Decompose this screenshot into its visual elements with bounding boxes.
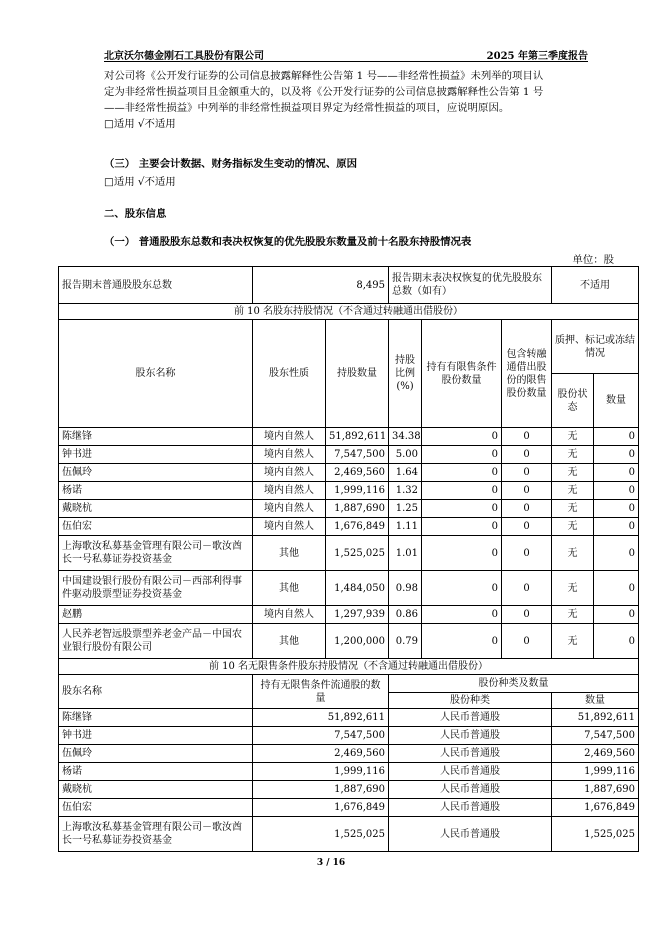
table-row (59, 500, 639, 518)
header-ratio: 持股比例(%) (389, 320, 422, 428)
intro-line-2: 定为非经常性损益项目且金额重大的，以及将《公开发行证券的公司信息披露解释性公告第 1 号 (104, 86, 544, 98)
table-row (59, 763, 639, 781)
page-number: 3 / 16 (316, 858, 346, 868)
unrestricted-holder-kind: 人民币普通股 (389, 727, 552, 745)
holder-pledge-status: 无 (552, 482, 594, 500)
holder-name: 人民养老智远股票型养老金产品－中国农业银行股份有限公司 (59, 624, 253, 659)
header-name: 股东名称 (59, 320, 253, 428)
holder-pledge-status: 无 (552, 536, 594, 571)
unrestricted-header-row-1 (59, 675, 639, 693)
holder-lending: 0 (502, 536, 552, 571)
holder-pledge-status: 无 (552, 606, 594, 624)
header-nature: 股东性质 (253, 320, 326, 428)
table-row (59, 709, 639, 727)
intro-line-1: 对公司将《公开发行证券的公司信息披露解释性公告第 1 号——非经常性损益》未列举的项目认 (104, 70, 544, 82)
holder-shares: 1,297,939 (326, 606, 389, 624)
holder-shares: 1,999,116 (326, 482, 389, 500)
holder-pledge-qty: 0 (594, 518, 639, 536)
holder-pledge-qty: 0 (594, 606, 639, 624)
holder-restricted: 0 (422, 606, 502, 624)
table-row (59, 428, 639, 446)
header-restricted: 持有有限售条件股份数量 (422, 320, 502, 428)
holder-restricted: 0 (422, 571, 502, 606)
holder-name: 杨诺 (59, 482, 253, 500)
unrestricted-holder-name: 伍伯宏 (59, 799, 253, 817)
holder-pledge-qty: 0 (594, 536, 639, 571)
unrestricted-holder-name: 戴晓杭 (59, 781, 253, 799)
unrestricted-header-qty: 持有无限售条件流通股的数量 (253, 675, 389, 709)
holder-name: 上海歌汝私募基金管理有限公司－歌汝酋长一号私募证券投资基金 (59, 536, 253, 571)
holder-pledge-qty: 0 (594, 624, 639, 659)
holder-name: 伍佩玲 (59, 464, 253, 482)
holder-lending: 0 (502, 446, 552, 464)
unrestricted-holder-name: 钟书进 (59, 727, 253, 745)
holder-pledge-status: 无 (552, 446, 594, 464)
unrestricted-holder-qty: 7,547,500 (253, 727, 389, 745)
holder-pledge-status: 无 (552, 571, 594, 606)
holder-nature: 境内自然人 (253, 606, 326, 624)
top10-section-title: 前 10 名股东持股情况（不含通过转融通出借股份） (59, 304, 639, 320)
page-header (104, 47, 588, 62)
holder-shares: 1,676,849 (326, 518, 389, 536)
holder-shares: 1,525,025 (326, 536, 389, 571)
holder-pledge-qty: 0 (594, 464, 639, 482)
section-3-title: （三） 主要会计数据、财务指标发生变动的情况、原因 (104, 158, 357, 170)
table-row (59, 727, 639, 745)
holder-pledge-qty: 0 (594, 500, 639, 518)
holder-pledge-status: 无 (552, 428, 594, 446)
pref-holders-value: 不适用 (552, 267, 639, 304)
holder-shares: 7,547,500 (326, 446, 389, 464)
holder-name: 陈继锋 (59, 428, 253, 446)
table-row (59, 624, 639, 659)
holder-nature: 境内自然人 (253, 482, 326, 500)
holder-ratio: 1.01 (389, 536, 422, 571)
unrestricted-holder-kind-qty: 1,999,116 (552, 763, 639, 781)
section-3-option: □适用 √不适用 (104, 176, 176, 188)
header-pledge-qty: 数量 (594, 374, 639, 428)
holder-ratio: 0.98 (389, 571, 422, 606)
table-row (59, 518, 639, 536)
holder-restricted: 0 (422, 428, 502, 446)
table-row (59, 464, 639, 482)
unrestricted-section-row (59, 659, 639, 675)
unrestricted-holder-kind-qty: 1,887,690 (552, 781, 639, 799)
table-row (59, 536, 639, 571)
unrestricted-holder-qty: 1,676,849 (253, 799, 389, 817)
holder-name: 戴晓杭 (59, 500, 253, 518)
holder-pledge-status: 无 (552, 500, 594, 518)
header-pledge-status: 股份状态 (552, 374, 594, 428)
company-name: 北京沃尔德金刚石工具股份有限公司 (104, 51, 264, 62)
unrestricted-header-kind: 股份种类 (389, 693, 552, 709)
table-row (59, 606, 639, 624)
holder-restricted: 0 (422, 482, 502, 500)
holder-shares: 2,469,560 (326, 464, 389, 482)
unrestricted-holder-kind: 人民币普通股 (389, 745, 552, 763)
holder-lending: 0 (502, 428, 552, 446)
holder-restricted: 0 (422, 518, 502, 536)
holder-shares: 1,484,050 (326, 571, 389, 606)
unrestricted-holder-qty: 1,999,116 (253, 763, 389, 781)
top10-header-row-1 (59, 320, 639, 374)
holder-shares: 51,892,611 (326, 428, 389, 446)
table-row (59, 817, 639, 852)
summary-row (59, 267, 639, 304)
holder-ratio: 0.86 (389, 606, 422, 624)
unrestricted-header-kind-group: 股份种类及数量 (389, 675, 639, 693)
table-row (59, 781, 639, 799)
holder-restricted: 0 (422, 446, 502, 464)
unrestricted-holder-name: 上海歌汝私募基金管理有限公司－歌汝酋长一号私募证券投资基金 (59, 817, 253, 852)
holder-restricted: 0 (422, 536, 502, 571)
unrestricted-section-title: 前 10 名无限售条件股东持股情况（不含通过转融通出借股份） (59, 659, 639, 675)
holder-lending: 0 (502, 464, 552, 482)
holder-pledge-status: 无 (552, 464, 594, 482)
unrestricted-holder-kind-qty: 1,525,025 (552, 817, 639, 852)
header-shares: 持股数量 (326, 320, 389, 428)
holder-name: 赵鹏 (59, 606, 253, 624)
holder-ratio: 5.00 (389, 446, 422, 464)
unrestricted-header-name: 股东名称 (59, 675, 253, 709)
table-row (59, 745, 639, 763)
unrestricted-holder-qty: 2,469,560 (253, 745, 389, 763)
unrestricted-holder-kind: 人民币普通股 (389, 781, 552, 799)
unrestricted-holder-kind: 人民币普通股 (389, 709, 552, 727)
unrestricted-holder-name: 伍佩玲 (59, 745, 253, 763)
holder-nature: 境内自然人 (253, 464, 326, 482)
total-holders-value: 8,495 (253, 267, 389, 304)
holder-pledge-status: 无 (552, 518, 594, 536)
unrestricted-holder-kind: 人民币普通股 (389, 817, 552, 852)
unrestricted-holder-kind-qty: 2,469,560 (552, 745, 639, 763)
intro-line-3: ——非经常性损益》中列举的非经常性损益项目界定为经常性损益的项目，应说明原因。 (104, 102, 510, 114)
unrestricted-holder-name: 杨诺 (59, 763, 253, 781)
unrestricted-holder-qty: 1,525,025 (253, 817, 389, 852)
holder-name: 中国建设银行股份有限公司－西部利得事件驱动股票型证券投资基金 (59, 571, 253, 606)
shareholder-subsection-title: （一） 普通股股东总数和表决权恢复的优先股股东数量及前十名股东持股情况表 (104, 236, 472, 248)
table-row (59, 571, 639, 606)
holder-lending: 0 (502, 500, 552, 518)
pref-holders-label: 报告期末表决权恢复的优先股股东总数（如有） (389, 267, 552, 304)
holder-name: 伍伯宏 (59, 518, 253, 536)
holder-lending: 0 (502, 624, 552, 659)
holder-pledge-qty: 0 (594, 428, 639, 446)
holder-lending: 0 (502, 606, 552, 624)
holder-pledge-qty: 0 (594, 482, 639, 500)
holder-nature: 境内自然人 (253, 500, 326, 518)
unrestricted-holder-kind-qty: 7,547,500 (552, 727, 639, 745)
holder-nature: 境内自然人 (253, 428, 326, 446)
holder-ratio: 1.25 (389, 500, 422, 518)
holder-pledge-status: 无 (552, 624, 594, 659)
holder-ratio: 1.11 (389, 518, 422, 536)
unrestricted-holder-kind-qty: 1,676,849 (552, 799, 639, 817)
total-holders-label: 报告期末普通股股东总数 (59, 267, 253, 304)
table-row (59, 482, 639, 500)
holder-shares: 1,200,000 (326, 624, 389, 659)
holder-nature: 其他 (253, 624, 326, 659)
holder-nature: 境内自然人 (253, 518, 326, 536)
holder-nature: 境内自然人 (253, 446, 326, 464)
holder-ratio: 1.64 (389, 464, 422, 482)
table-row (59, 446, 639, 464)
holder-restricted: 0 (422, 464, 502, 482)
holder-nature: 其他 (253, 571, 326, 606)
holder-ratio: 34.38 (389, 428, 422, 446)
holder-shares: 1,887,690 (326, 500, 389, 518)
report-title: 2025 年第三季度报告 (486, 51, 588, 62)
holder-restricted: 0 (422, 500, 502, 518)
unrestricted-header-kind-qty: 数量 (552, 693, 639, 709)
holder-lending: 0 (502, 482, 552, 500)
unrestricted-holder-qty: 1,887,690 (253, 781, 389, 799)
holder-name: 钟书进 (59, 446, 253, 464)
unit-label: 单位：股 (572, 254, 614, 266)
unrestricted-holder-kind: 人民币普通股 (389, 799, 552, 817)
holder-nature: 其他 (253, 536, 326, 571)
unrestricted-holder-kind: 人民币普通股 (389, 763, 552, 781)
holder-ratio: 1.32 (389, 482, 422, 500)
table-row (59, 799, 639, 817)
intro-option: □适用 √不适用 (104, 118, 176, 130)
shareholder-section-title: 二、股东信息 (104, 208, 167, 220)
top10-section-row (59, 304, 639, 320)
holder-lending: 0 (502, 518, 552, 536)
unrestricted-holder-qty: 51,892,611 (253, 709, 389, 727)
unrestricted-holder-name: 陈继锋 (59, 709, 253, 727)
holder-pledge-qty: 0 (594, 571, 639, 606)
holder-pledge-qty: 0 (594, 446, 639, 464)
holder-lending: 0 (502, 571, 552, 606)
holder-restricted: 0 (422, 624, 502, 659)
shareholder-table (58, 266, 639, 852)
header-pledge: 质押、标记或冻结情况 (552, 320, 639, 374)
unrestricted-holder-kind-qty: 51,892,611 (552, 709, 639, 727)
header-lending: 包含转融通借出股份的限售股份数量 (502, 320, 552, 428)
holder-ratio: 0.79 (389, 624, 422, 659)
intro-paragraph (104, 68, 598, 132)
